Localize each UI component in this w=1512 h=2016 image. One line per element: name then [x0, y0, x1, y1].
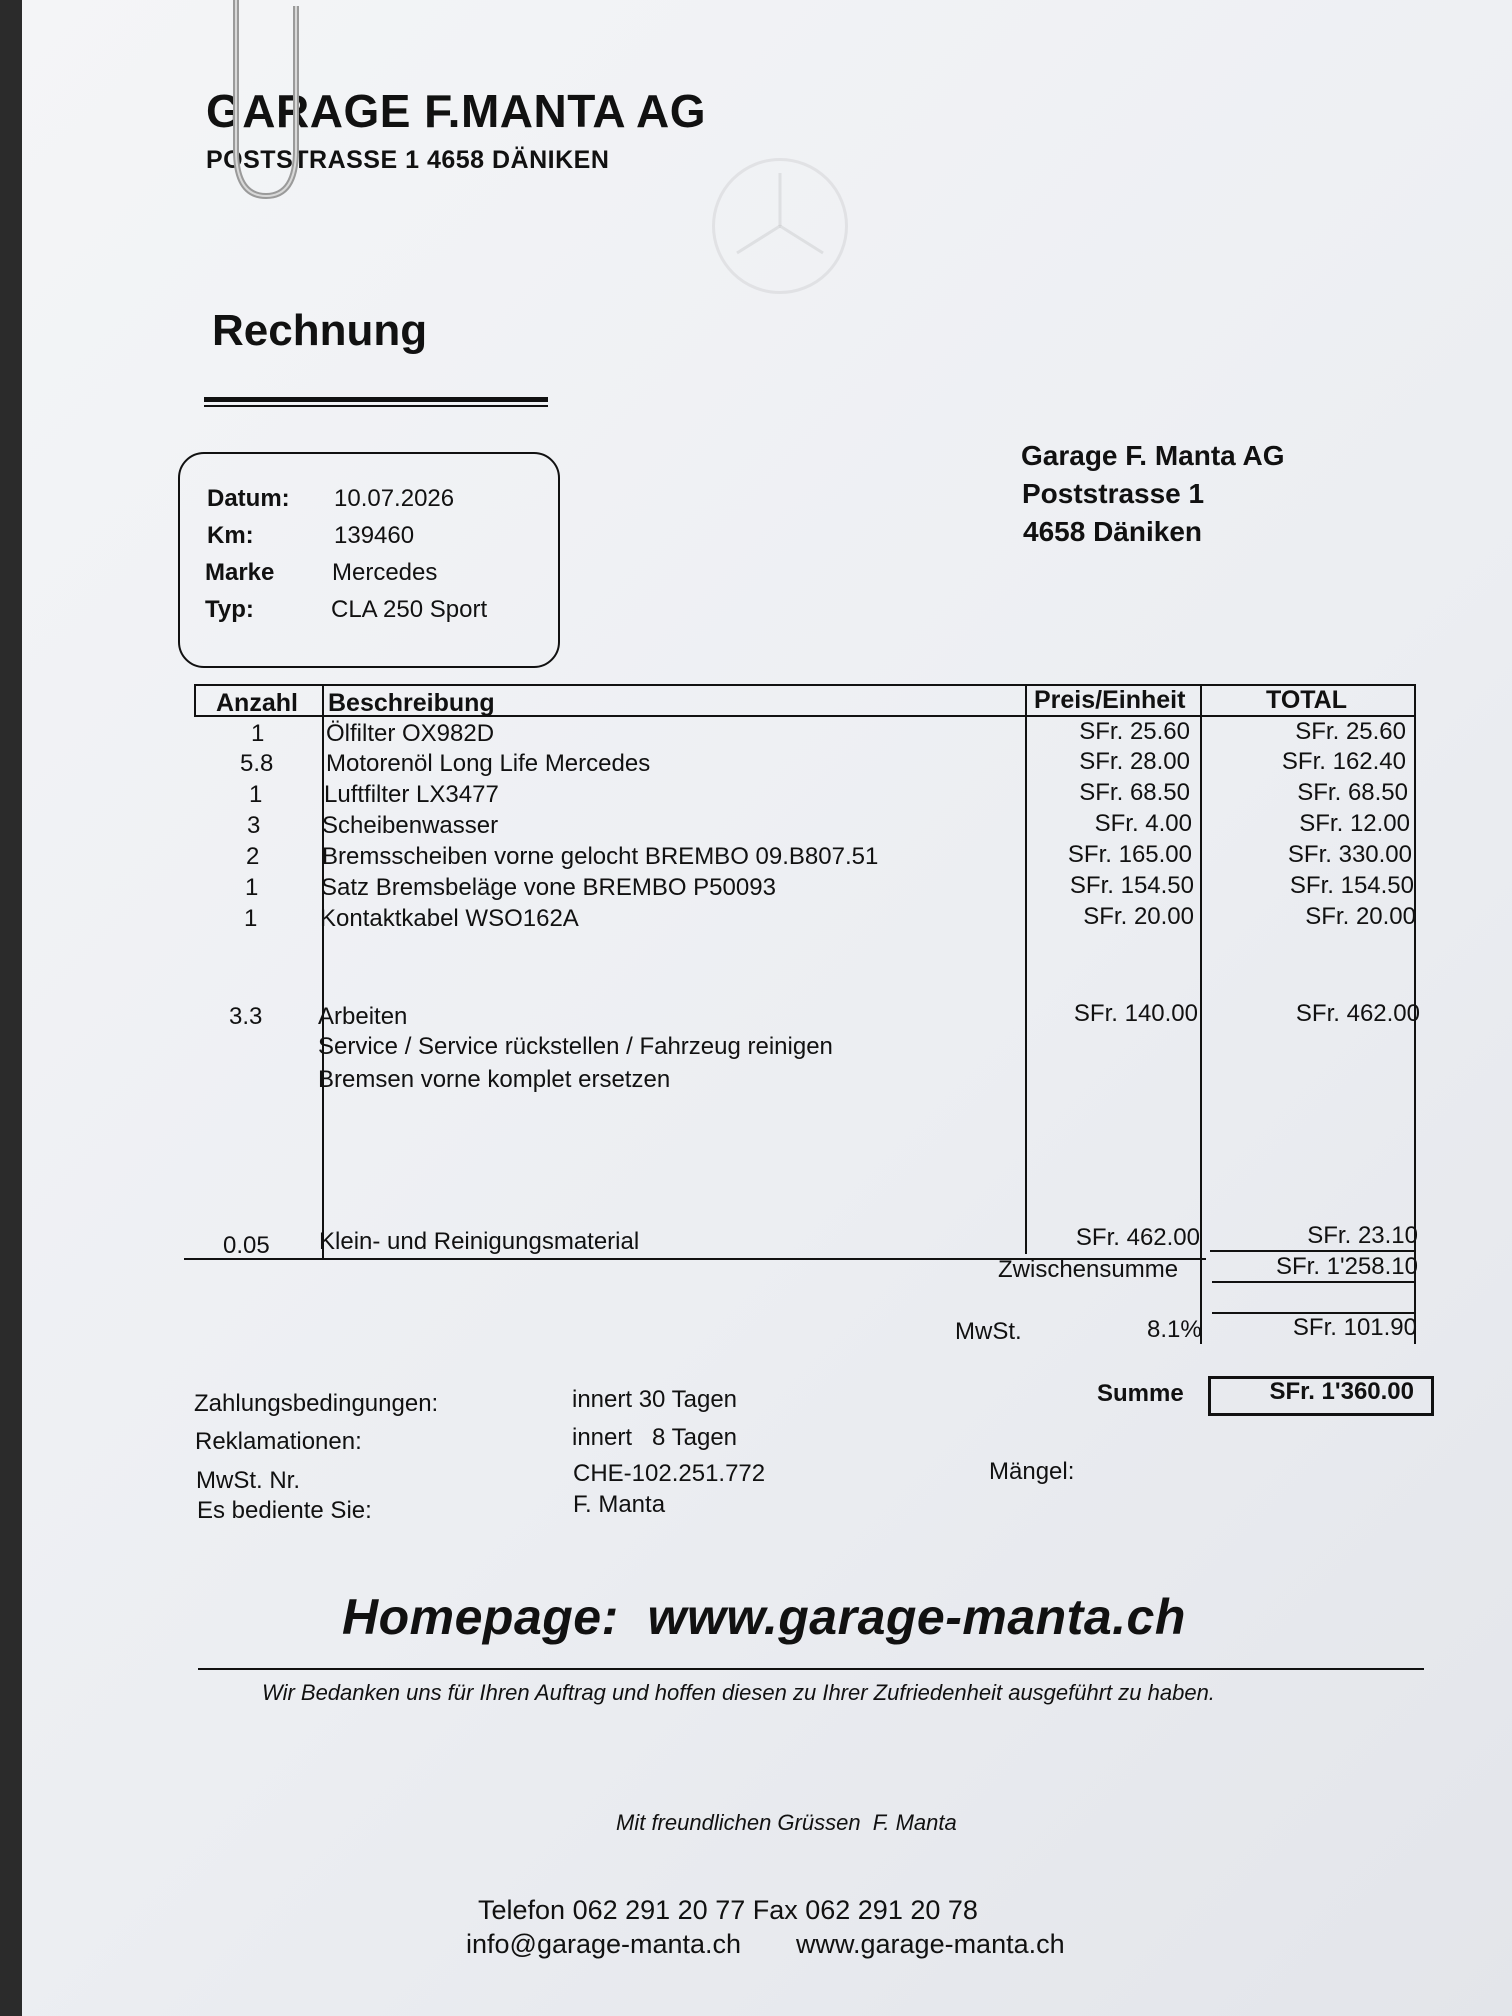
sum-value: SFr. 1'360.00: [1269, 1378, 1414, 1405]
thank-you-note: Wir Bedanken uns für Ihren Auftrag und hoffen diesen zu Ihrer Zufriedenheit ausgeführt zu haben.: [262, 1680, 1215, 1705]
terms-value-payment: innert 30 Tagen: [572, 1386, 738, 1413]
material-total: SFr. 23.10: [1307, 1222, 1418, 1249]
info-value-type: CLA 250 Sport: [331, 596, 488, 623]
item-description: Kontaktkabel WSO162A: [320, 905, 579, 932]
vat-rate: 8.1%: [1147, 1316, 1202, 1343]
item-total: SFr. 20.00: [1305, 903, 1416, 930]
item-description: Scheibenwasser: [322, 812, 499, 839]
item-description: Satz Bremsbeläge vone BREMBO P50093: [321, 874, 776, 901]
paper-clip-icon: [232, 0, 304, 200]
company-name: GARAGE F.MANTA AG: [206, 85, 706, 137]
item-description: Motorenöl Long Life Mercedes: [326, 750, 651, 777]
item-qty: 1: [251, 720, 265, 747]
footer-rule: [198, 1668, 1424, 1670]
info-value-km: 139460: [334, 522, 415, 549]
labor-total: SFr. 462.00: [1295, 1000, 1420, 1027]
item-total: SFr. 330.00: [1287, 841, 1412, 868]
recipient-city: 4658 Däniken: [1023, 516, 1202, 547]
material-qty: 0.05: [223, 1232, 270, 1259]
labor-detail-line: Service / Service rückstellen / Fahrzeug reinigen: [318, 1033, 833, 1060]
company-address: POSTSTRASSE 1 4658 DÄNIKEN: [206, 146, 610, 174]
star-logo-watermark: [712, 158, 848, 294]
info-label-km: Km:: [207, 522, 254, 549]
item-unit-price: SFr. 20.00: [1083, 903, 1194, 930]
col-header-total: TOTAL: [1266, 686, 1348, 714]
item-unit-price: SFr. 68.50: [1079, 779, 1190, 806]
col-header-qty: Anzahl: [216, 689, 298, 717]
item-total: SFr. 68.50: [1297, 779, 1408, 806]
total-col-bottom-border: [1210, 1250, 1416, 1252]
col-header-description: Beschreibung: [328, 689, 495, 717]
subtotal-label: Zwischensumme: [998, 1256, 1179, 1283]
defects-label: Mängel:: [989, 1458, 1075, 1485]
table-col-divider-3: [1200, 684, 1202, 1344]
table-top-border: [194, 684, 1416, 686]
labor-description: Arbeiten: [318, 1003, 408, 1030]
terms-label-vat-number: MwSt. Nr.: [196, 1467, 301, 1494]
item-total: SFr. 12.00: [1299, 810, 1410, 837]
terms-label-served-by: Es bediente Sie:: [197, 1497, 372, 1524]
email-link[interactable]: info@garage-manta.ch: [466, 1929, 742, 1959]
terms-value-served-by: F. Manta: [573, 1491, 666, 1518]
item-qty: 1: [249, 781, 263, 808]
title-underline: [204, 397, 548, 402]
document-title: Rechnung: [212, 306, 428, 355]
table-col-divider-2: [1025, 684, 1027, 1254]
recipient-street: Poststrasse 1: [1022, 478, 1205, 509]
greeting: Mit freundlichen Grüssen F. Manta: [616, 1810, 957, 1835]
sum-label: Summe: [1097, 1380, 1184, 1407]
labor-unit-price: SFr. 140.00: [1073, 1000, 1198, 1027]
info-label-brand: Marke: [205, 559, 275, 586]
subtotal-bottom-border: [1212, 1281, 1416, 1283]
item-description: Bremsscheiben vorne gelocht BREMBO 09.B807.51: [322, 843, 879, 870]
item-qty: 1: [245, 874, 259, 901]
info-value-brand: Mercedes: [332, 559, 438, 586]
info-label-date: Datum:: [207, 485, 290, 512]
terms-value-vat-number: CHE-102.251.772: [573, 1460, 766, 1487]
item-qty: 5.8: [240, 750, 274, 777]
item-unit-price: SFr. 28.00: [1079, 748, 1190, 775]
item-total: SFr. 25.60: [1295, 718, 1406, 745]
phone-fax: Telefon 062 291 20 77 Fax 062 291 20 78: [478, 1895, 978, 1925]
table-left-border: [194, 684, 196, 716]
title-underline-thin: [204, 405, 548, 407]
item-qty: 3: [247, 812, 261, 839]
terms-label-complaints: Reklamationen:: [195, 1428, 362, 1455]
item-unit-price: SFr. 154.50: [1069, 872, 1194, 899]
vat-label: MwSt.: [955, 1318, 1022, 1345]
item-qty: 2: [246, 843, 260, 870]
item-description: Ölfilter OX982D: [326, 720, 495, 747]
vat-value: SFr. 101.90: [1292, 1314, 1417, 1341]
item-unit-price: SFr. 165.00: [1067, 841, 1192, 868]
terms-value-complaints: innert 8 Tagen: [572, 1424, 738, 1451]
info-value-date: 10.07.2026: [334, 485, 455, 512]
material-unit-price: SFr. 462.00: [1075, 1224, 1200, 1251]
material-description: Klein- und Reinigungsmaterial: [319, 1228, 640, 1255]
item-unit-price: SFr. 25.60: [1079, 718, 1190, 745]
item-description: Luftfilter LX3477: [324, 781, 499, 808]
col-header-unit-price: Preis/Einheit: [1034, 686, 1186, 714]
table-col-divider-1: [322, 684, 324, 1260]
item-qty: 1: [244, 905, 258, 932]
recipient-name: Garage F. Manta AG: [1021, 440, 1285, 471]
item-total: SFr. 154.50: [1289, 872, 1414, 899]
info-label-type: Typ:: [205, 596, 254, 623]
item-unit-price: SFr. 4.00: [1094, 810, 1192, 837]
item-total: SFr. 162.40: [1281, 748, 1406, 775]
subtotal-value: SFr. 1'258.10: [1275, 1253, 1418, 1280]
labor-qty: 3.3: [229, 1003, 263, 1030]
labor-detail-line: Bremsen vorne komplet ersetzen: [318, 1066, 671, 1093]
homepage-banner: Homepage: www.garage-manta.ch: [342, 1589, 1186, 1645]
website-link[interactable]: www.garage-manta.ch: [796, 1929, 1065, 1959]
terms-label-payment: Zahlungsbedingungen:: [194, 1390, 439, 1417]
